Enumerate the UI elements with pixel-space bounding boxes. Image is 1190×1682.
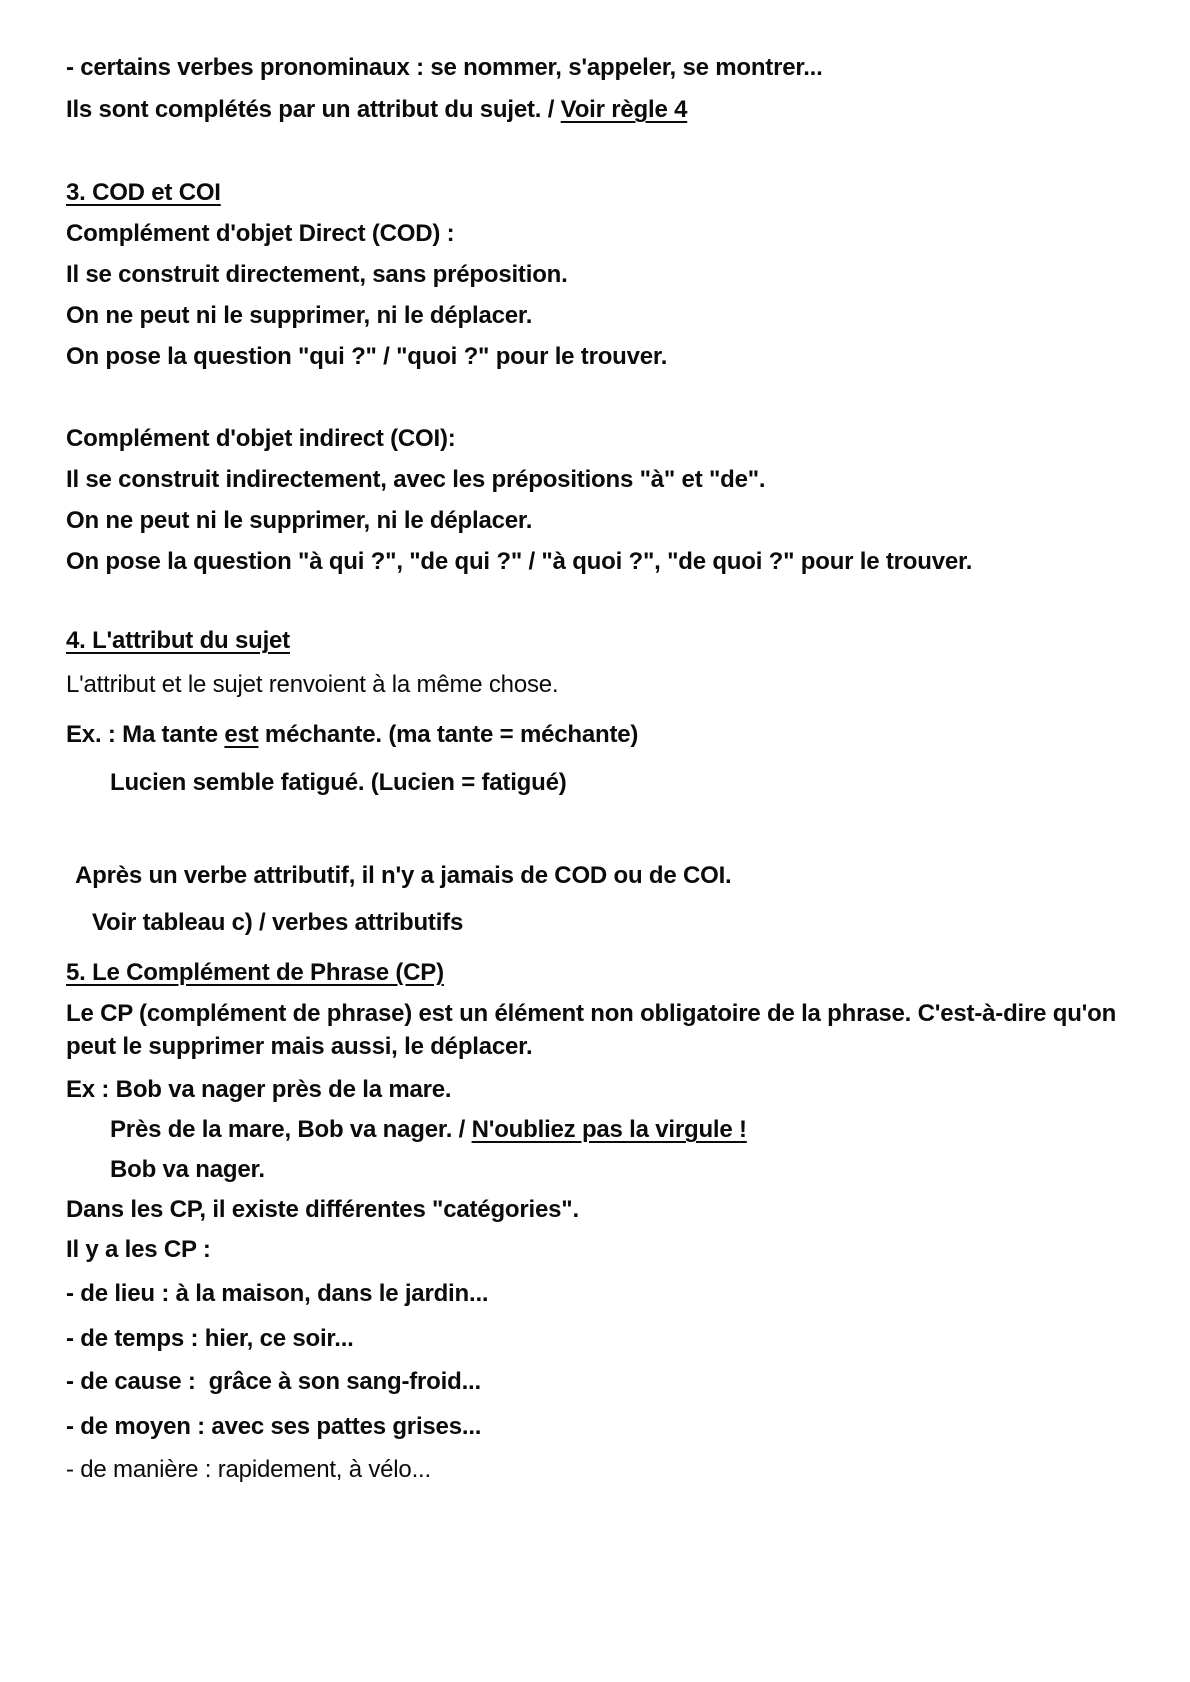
cp-categories-intro	[66, 1190, 1138, 1230]
cp-list-intro-text: Il y a les CP :	[66, 1236, 211, 1263]
attribut-reference-text: Voir tableau c) / verbes attributifs	[92, 909, 464, 936]
attribut-example-tante-text: Ex. : Ma tante	[66, 721, 225, 748]
attribut-example-tante-text: méchante. (ma tante = méchante)	[258, 721, 639, 748]
coi-title-text: Complément d'objet indirect (COI):	[66, 425, 456, 452]
attribut-completion-line-text: Ils sont complétés par un attribut du sujet. /	[66, 96, 561, 123]
cp-item-maniere-text: - de manière : rapidement, à vélo...	[66, 1456, 431, 1483]
cp-definition-paragraph	[66, 993, 1138, 1066]
heading-attribut-sujet	[66, 621, 1138, 661]
document-text-block	[66, 48, 1138, 1490]
heading-complement-phrase	[66, 953, 1138, 993]
cod-rule-suppression-text: On ne peut ni le supprimer, ni le déplacer.	[66, 302, 533, 329]
cp-item-lieu	[66, 1274, 1138, 1314]
attribut-example-lucien	[110, 763, 1138, 803]
pronominal-verbs-line-text: - certains verbes pronominaux : se nommer, s'appeler, se montrer...	[66, 54, 823, 81]
coi-rule-construction-text: Il se construit indirectement, avec les prépositions "à" et "de".	[66, 466, 766, 493]
cod-title	[66, 214, 1138, 254]
cp-item-moyen-text: - de moyen : avec ses pattes grises...	[66, 1413, 482, 1440]
cod-rule-construction-text: Il se construit directement, sans préposition.	[66, 261, 568, 288]
attribut-completion-line	[66, 90, 1138, 130]
heading-cod-coi	[66, 173, 1138, 213]
cp-example-moved-underlined-text: N'oubliez pas la virgule !	[471, 1116, 747, 1143]
coi-title	[66, 419, 1138, 459]
attribut-completion-line-underlined-text: Voir règle 4	[560, 96, 688, 123]
cp-item-temps-text: - de temps : hier, ce soir...	[66, 1325, 354, 1352]
cp-example-removed-text: Bob va nager.	[110, 1156, 265, 1183]
cod-rule-suppression	[66, 296, 1138, 336]
coi-rule-suppression	[66, 501, 1138, 541]
attribut-example-lucien-text: Lucien semble fatigué. (Lucien = fatigué)	[110, 769, 567, 796]
cp-definition-paragraph-text: Le CP (complément de phrase) est un élément non obligatoire de la phrase. C'est-à-dire qu'on peut le supprimer mais aussi, le déplacer.	[66, 1000, 1123, 1060]
cp-item-temps	[66, 1319, 1138, 1359]
coi-rule-suppression-text: On ne peut ni le supprimer, ni le déplacer.	[66, 507, 533, 534]
cp-example-moved-text: Près de la mare, Bob va nager. /	[110, 1116, 472, 1143]
coi-rule-construction	[66, 460, 1138, 500]
cp-item-cause-text: - de cause : grâce à son sang-froid...	[66, 1368, 481, 1395]
cod-rule-question	[66, 337, 1138, 377]
cod-title-text: Complément d'objet Direct (COD) :	[66, 220, 455, 247]
attribut-reference	[92, 903, 1138, 943]
cp-item-moyen	[66, 1407, 1138, 1447]
cod-rule-question-text: On pose la question "qui ?" / "quoi ?" pour le trouver.	[66, 343, 668, 370]
heading-cod-coi-underlined-text: 3. COD et COI	[66, 179, 221, 206]
cp-item-lieu-text: - de lieu : à la maison, dans le jardin...	[66, 1280, 489, 1307]
cp-example-moved	[110, 1110, 1138, 1150]
heading-complement-phrase-underlined-text: 5. Le Complément de Phrase (CP)	[66, 959, 444, 986]
attribut-note	[75, 856, 1138, 896]
cp-item-cause	[66, 1362, 1138, 1402]
cp-item-maniere	[66, 1450, 1138, 1490]
attribut-example-tante-underlined-text: est	[224, 721, 259, 748]
heading-attribut-sujet-underlined-text: 4. L'attribut du sujet	[66, 627, 290, 654]
cp-list-intro	[66, 1230, 1138, 1270]
cp-example-base-text: Ex : Bob va nager près de la mare.	[66, 1076, 452, 1103]
cp-example-removed	[110, 1150, 1138, 1190]
attribut-definition	[66, 665, 1138, 705]
attribut-example-tante	[66, 715, 1138, 755]
attribut-note-text: Après un verbe attributif, il n'y a jamais de COD ou de COI.	[75, 862, 732, 889]
cod-rule-construction	[66, 255, 1138, 295]
coi-rule-question-text: On pose la question "à qui ?", "de qui ?" / "à quoi ?", "de quoi ?" pour le trouver.	[66, 548, 973, 575]
cp-categories-intro-text: Dans les CP, il existe différentes "catégories".	[66, 1196, 579, 1223]
coi-rule-question	[66, 542, 1138, 582]
cp-example-base	[66, 1070, 1138, 1110]
attribut-definition-text: L'attribut et le sujet renvoient à la même chose.	[66, 671, 559, 698]
pronominal-verbs-line	[66, 48, 1138, 88]
